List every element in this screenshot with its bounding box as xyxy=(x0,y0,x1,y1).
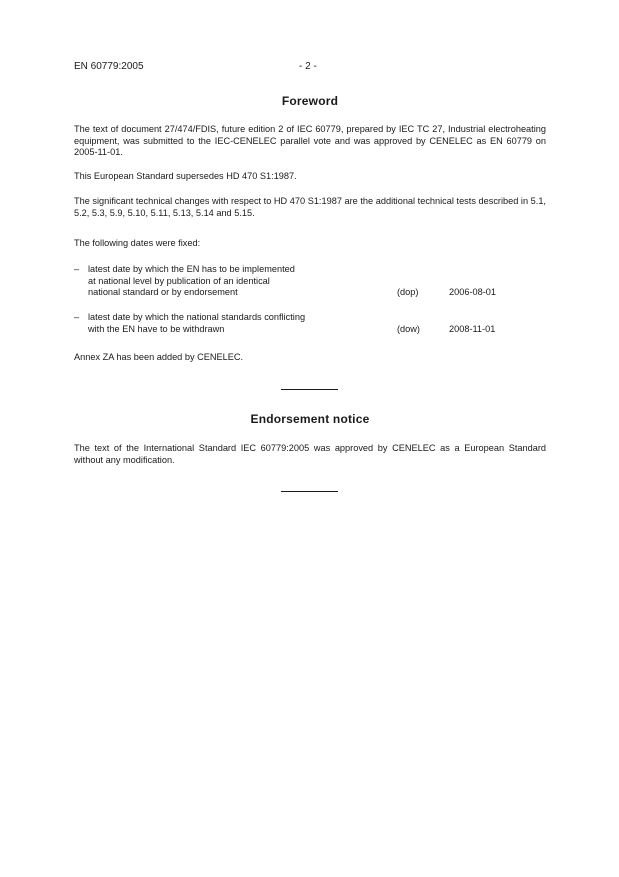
list-dash: – xyxy=(74,312,80,322)
date-abbreviation: (dow) xyxy=(397,323,420,334)
dates-intro: The following dates were fixed: xyxy=(74,238,201,248)
foreword-paragraph-2: This European Standard supersedes HD 470 S1:1987. xyxy=(74,171,297,181)
date-entry-line: latest date by which the EN has to be implemented xyxy=(88,264,295,274)
date-entry-line: at national level by publication of an identical xyxy=(88,275,270,286)
date-entry-dow xyxy=(74,312,546,336)
date-value: 2008-11-01 xyxy=(449,323,496,334)
date-entry-description xyxy=(88,264,388,299)
endorsement-paragraph: The text of the International Standard IEC 60779:2005 was approved by CENELEC as a European Standard without any modification. xyxy=(74,443,546,465)
date-entry-line: with the EN have to be withdrawn xyxy=(88,323,225,334)
foreword-paragraph-1: The text of document 27/474/FDIS, future edition 2 of IEC 60779, prepared by IEC TC 27, Industrial electroheating equipment, was submitted to the IEC-CENELEC parallel vote and was approved by CENELEC as EN 60779 on 2005-11-01. xyxy=(74,124,546,157)
endorsement-title: Endorsement notice xyxy=(250,412,370,426)
date-value: 2006-08-01 xyxy=(449,287,496,297)
foreword-title: Foreword xyxy=(281,94,339,108)
foreword-paragraph-3: The significant technical changes with respect to HD 470 S1:1987 are the additional technical tests described in 5.1, 5.2, 5.3, 5.9, 5.10, 5.11, 5.13, 5.14 and 5.15. xyxy=(74,196,546,218)
date-entry-description xyxy=(88,312,388,335)
page-number: - 2 - xyxy=(299,61,317,72)
date-abbreviation: (dop) xyxy=(397,287,419,297)
annex-note: Annex ZA has been added by CENELEC. xyxy=(74,352,244,362)
section-divider xyxy=(281,389,338,390)
list-dash: – xyxy=(74,264,80,274)
date-entry-dop xyxy=(74,264,546,300)
section-divider xyxy=(281,491,338,492)
document-id: EN 60779:2005 xyxy=(74,61,144,72)
date-entry-line: national standard or by endorsement xyxy=(88,287,238,297)
date-entry-line: latest date by which the national standards conflicting xyxy=(88,312,306,322)
